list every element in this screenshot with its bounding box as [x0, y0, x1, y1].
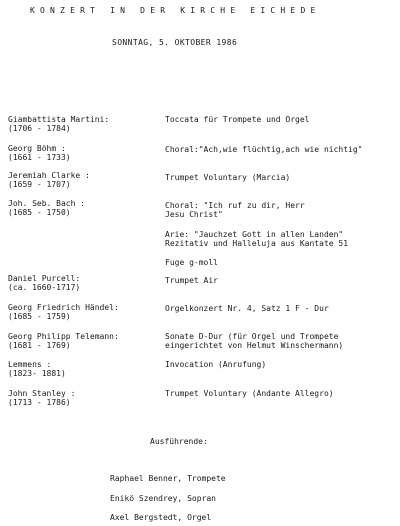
composer-years: (1659 - 1707) [8, 180, 71, 189]
work-title: Orgelkonzert Nr. 4, Satz 1 F - Dur [165, 304, 329, 313]
work-title: Trumpet Voluntary (Andante Allegro) [165, 389, 334, 398]
work-title: Trumpet Air [165, 276, 218, 285]
work-title: Sonate D-Dur (für Orgel und Trompete [165, 332, 339, 341]
composer-years: (1706 - 1784) [8, 124, 71, 133]
composer-name: Georg Philipp Telemann: [8, 332, 119, 341]
composer-name: Giambattista Martini: [8, 115, 110, 124]
performer: Axel Bergstedt, Orgel [110, 513, 212, 522]
composer-years: (ca. 1660-1717) [8, 283, 81, 292]
composer-years: (1685 - 1750) [8, 208, 71, 217]
composer-name: Georg Friedrich Händel: [8, 303, 119, 312]
composer-name: Georg Böhm : [8, 144, 66, 153]
composer-name: Lemmens : [8, 360, 52, 369]
work-title-cont: Rezitativ und Halleluja aus Kantate 51 [165, 239, 349, 248]
work-title: Arie: "Jauchzet Gott in allen Landen" [165, 230, 344, 239]
composer-years: (1823- 1881) [8, 369, 66, 378]
work-title-cont: Jesu Christ" [165, 210, 223, 219]
work-title: Invocation (Anrufung) [165, 360, 267, 369]
work-title: Choral:"Ach,wie flüchtig,ach wie nichtig" [165, 145, 363, 154]
composer-years: (1685 - 1759) [8, 312, 71, 321]
composer-name: Joh. Seb. Bach : [8, 199, 86, 208]
composer-name: John Stanley : [8, 389, 76, 398]
composer-name: Jeremiah Clarke : [8, 171, 90, 180]
work-title-cont: eingerichtet von Helmut Winschermann) [165, 341, 344, 350]
concert-title: KONZERT IN DER KIRCHE EICHEDE [30, 6, 321, 15]
performer: Enikö Szendrey, Sopran [110, 494, 216, 503]
work-title: Trumpet Voluntary (Marcia) [165, 173, 291, 182]
work-title: Choral: "Ich ruf zu dir, Herr [165, 201, 305, 210]
performers-heading: Ausführende: [150, 437, 208, 446]
composer-name: Daniel Purcell: [8, 274, 81, 283]
composer-years: (1713 - 1786) [8, 398, 71, 407]
concert-date: SONNTAG, 5. OKTOBER 1986 [112, 38, 238, 47]
performer: Raphael Benner, Trompete [110, 474, 226, 483]
composer-years: (1661 - 1733) [8, 153, 71, 162]
composer-years: (1681 - 1769) [8, 341, 71, 350]
work-title: Fuge g-moll [165, 258, 218, 267]
work-title: Toccata für Trompete und Orgel [165, 115, 310, 124]
